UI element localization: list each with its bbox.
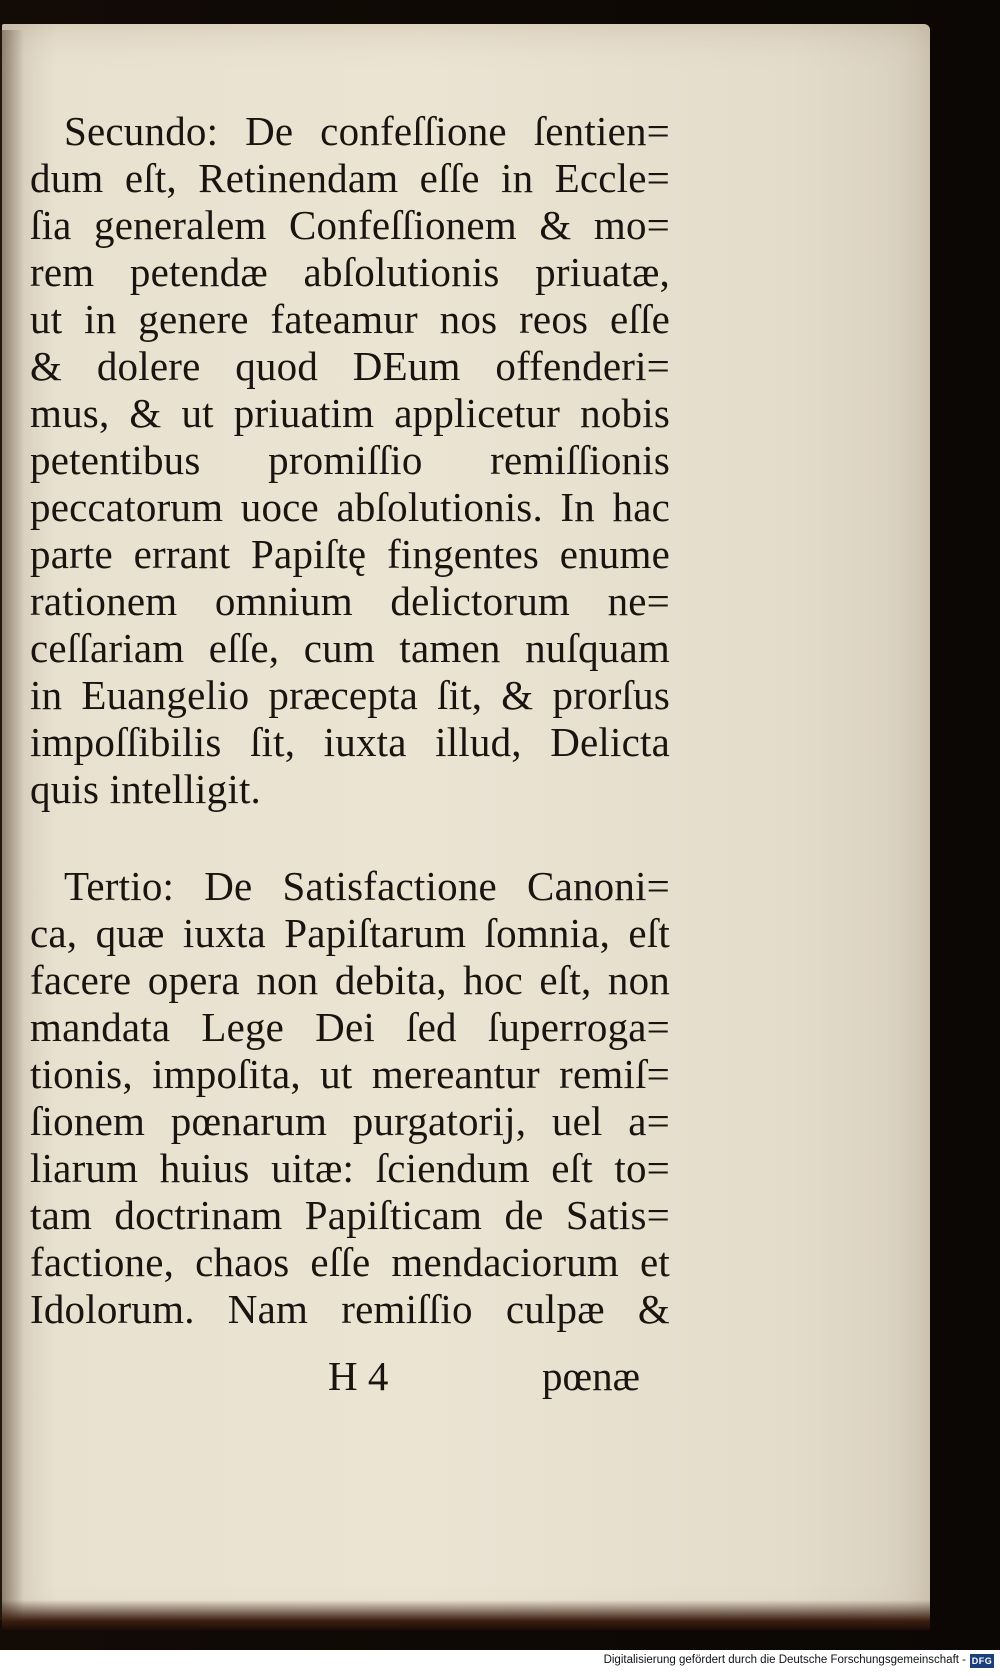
text-line: in Euangelio præcepta ſit, & prorſus — [30, 672, 670, 718]
text-line: factione, chaos eſſe mendaciorum et — [30, 1239, 670, 1285]
gutter-shadow — [0, 30, 24, 1620]
text-line: ſia generalem Confeſſionem & mo= — [30, 202, 670, 248]
text-line: facere opera non debita, hoc eſt, non — [30, 957, 670, 1003]
dfg-logo: DFG — [971, 1656, 993, 1666]
text-line: Tertio: De Satisfactione Canoni= — [64, 863, 670, 909]
text-line: Secundo: De confeſſione ſentien= — [64, 108, 670, 154]
text-line: impoſſibilis ſit, iuxta illud, Delicta — [30, 719, 670, 765]
paragraph-secundo — [30, 108, 670, 813]
catchword: pœnæ — [542, 1353, 640, 1399]
text-line: ut in genere fateamur nos reos eſſe — [30, 296, 670, 342]
text-line: mus, & ut priuatim applicetur nobis — [30, 390, 670, 436]
text-line: ceſſariam eſſe, cum tamen nuſquam — [30, 625, 670, 671]
page-bottom-edge — [2, 1600, 930, 1630]
signature-mark: H 4 — [328, 1353, 389, 1399]
page-text — [30, 108, 670, 1333]
paragraph-tertio — [30, 863, 670, 1333]
text-line: liarum huius uitæ: ſciendum eſt to= — [30, 1145, 670, 1191]
funding-credit: Digitalisierung gefördert durch die Deutsche Forschungsgemeinschaft - — [603, 1654, 966, 1666]
text-line: dum eſt, Retinendam eſſe in Eccle= — [30, 155, 670, 201]
text-line: rationem omnium delictorum ne= — [30, 578, 670, 624]
text-line: quis intelligit. — [30, 766, 261, 812]
text-line: ſionem pœnarum purgatorij, uel a= — [30, 1098, 670, 1144]
text-line: & dolere quod DEum offenderi= — [30, 343, 670, 389]
paragraph-gap — [30, 813, 670, 863]
text-line: ca, quæ iuxta Papiſtarum ſomnia, eſt — [30, 910, 670, 956]
text-line: peccatorum uoce abſolutionis. In hac — [30, 484, 670, 530]
digitization-footer — [0, 1650, 1000, 1676]
text-line: mandata Lege Dei ſed ſuperroga= — [30, 1004, 670, 1050]
text-line: tam doctrinam Papiſticam de Satis= — [30, 1192, 670, 1238]
text-line: parte errant Papiſtę fingentes enume — [30, 531, 670, 577]
text-line: Idolorum. Nam remiſſio culpæ & — [30, 1286, 670, 1332]
text-line: tionis, impoſita, ut mereantur remiſ= — [30, 1051, 670, 1097]
text-line: petentibus promiſſio remiſſionis — [30, 437, 670, 483]
page-foot — [30, 1352, 670, 1402]
text-line: rem petendæ abſolutionis priuatæ, — [30, 249, 670, 295]
